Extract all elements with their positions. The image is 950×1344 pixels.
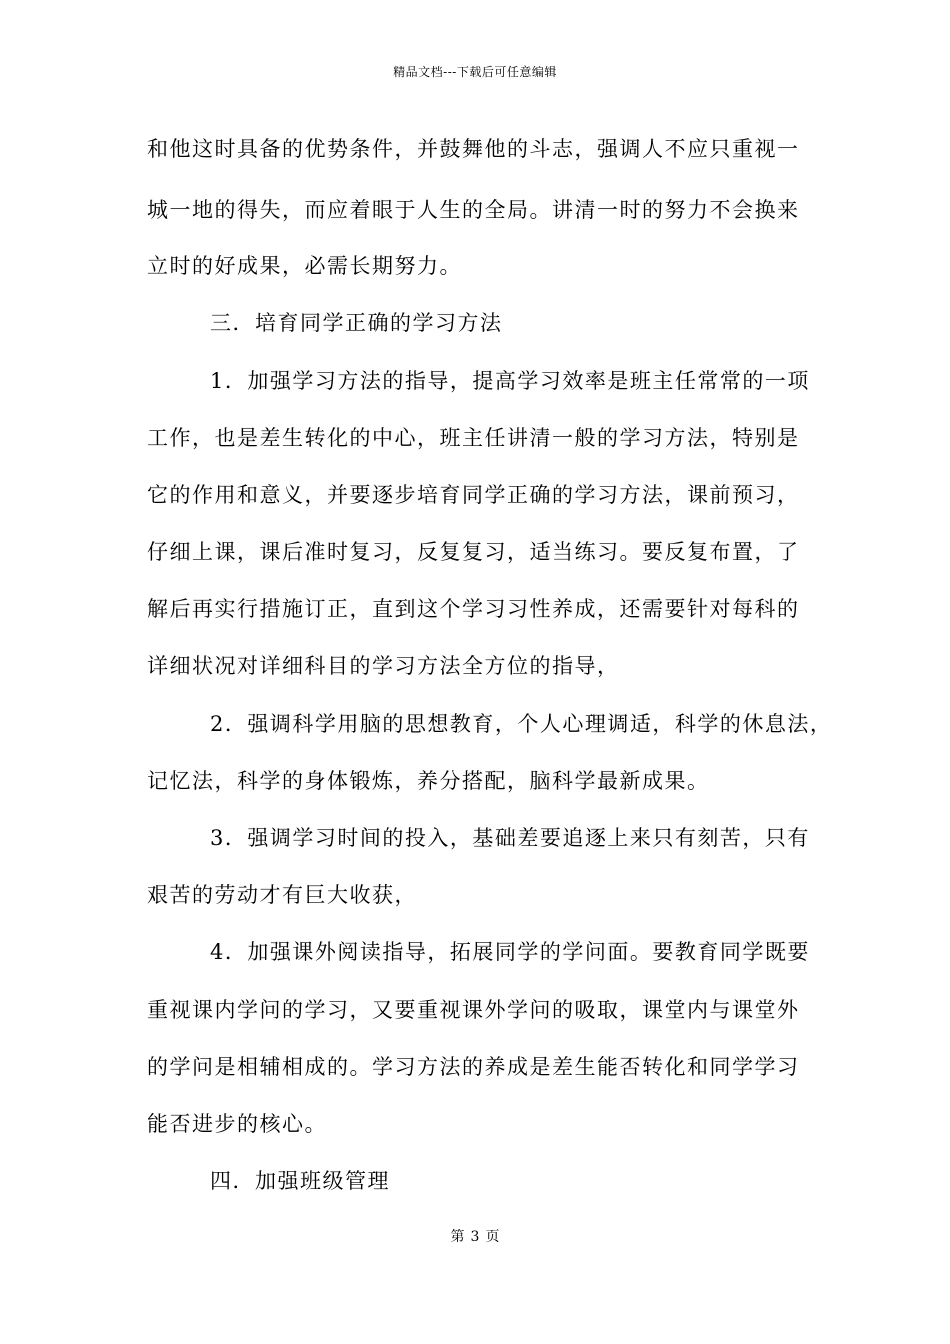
paragraph-line: 它的作用和意义，并要逐步培育同学正确的学习方法，课前预习， [147,483,800,507]
paragraph-line: 的学问是相辅相成的。学习方法的养成是差生能否转化和同学学习 [147,1055,800,1079]
paragraph-line: 工作，也是差生转化的中心，班主任讲清一般的学习方法，特别是 [147,426,800,450]
footer-suffix: 页 [485,1229,500,1245]
page-header: 精品文档---下载后可任意编辑 [393,65,557,79]
page-number: 3 [470,1229,480,1245]
paragraph-line: 重视课内学问的学习，又要重视课外学问的吸取，课堂内与课堂外 [147,998,800,1022]
paragraph-line: 解后再实行措施订正，直到这个学习习性养成，还需要针对每科的 [147,597,800,621]
paragraph-line: 和他这时具备的优势条件，并鼓舞他的斗志，强调人不应只重视一 [147,137,800,161]
paragraph-line: 3．强调学习时间的投入，基础差要追逐上来只有刻苦，只有 [210,826,810,850]
paragraph-line: 艰苦的劳动才有巨大收获， [147,883,417,907]
paragraph-line: 城一地的得失，而应着眼于人生的全局。讲清一时的努力不会换来 [147,198,800,222]
paragraph-line: 立时的好成果，必需长期努力。 [147,254,462,278]
paragraph-line: 记忆法，科学的身体锻炼，养分搭配，脑科学最新成果。 [147,769,710,793]
section-heading: 四．加强班级管理 [210,1169,390,1193]
section-heading: 三．培育同学正确的学习方法 [210,311,503,335]
paragraph-line: 能否进步的核心。 [147,1112,327,1136]
footer-prefix: 第 [450,1229,465,1245]
paragraph-line: 详细状况对详细科目的学习方法全方位的指导， [147,654,620,678]
paragraph-line: 4．加强课外阅读指导，拓展同学的学问面。要教育同学既要 [210,940,810,964]
paragraph-line: 仔细上课，课后准时复习，反复复习，适当练习。要反复布置，了 [147,540,800,564]
page-footer [0,1228,950,1246]
paragraph-line: 1．加强学习方法的指导，提高学习效率是班主任常常的一项 [210,369,810,393]
paragraph-line: 2．强调科学用脑的思想教育，个人心理调适，科学的休息法， [210,712,833,736]
